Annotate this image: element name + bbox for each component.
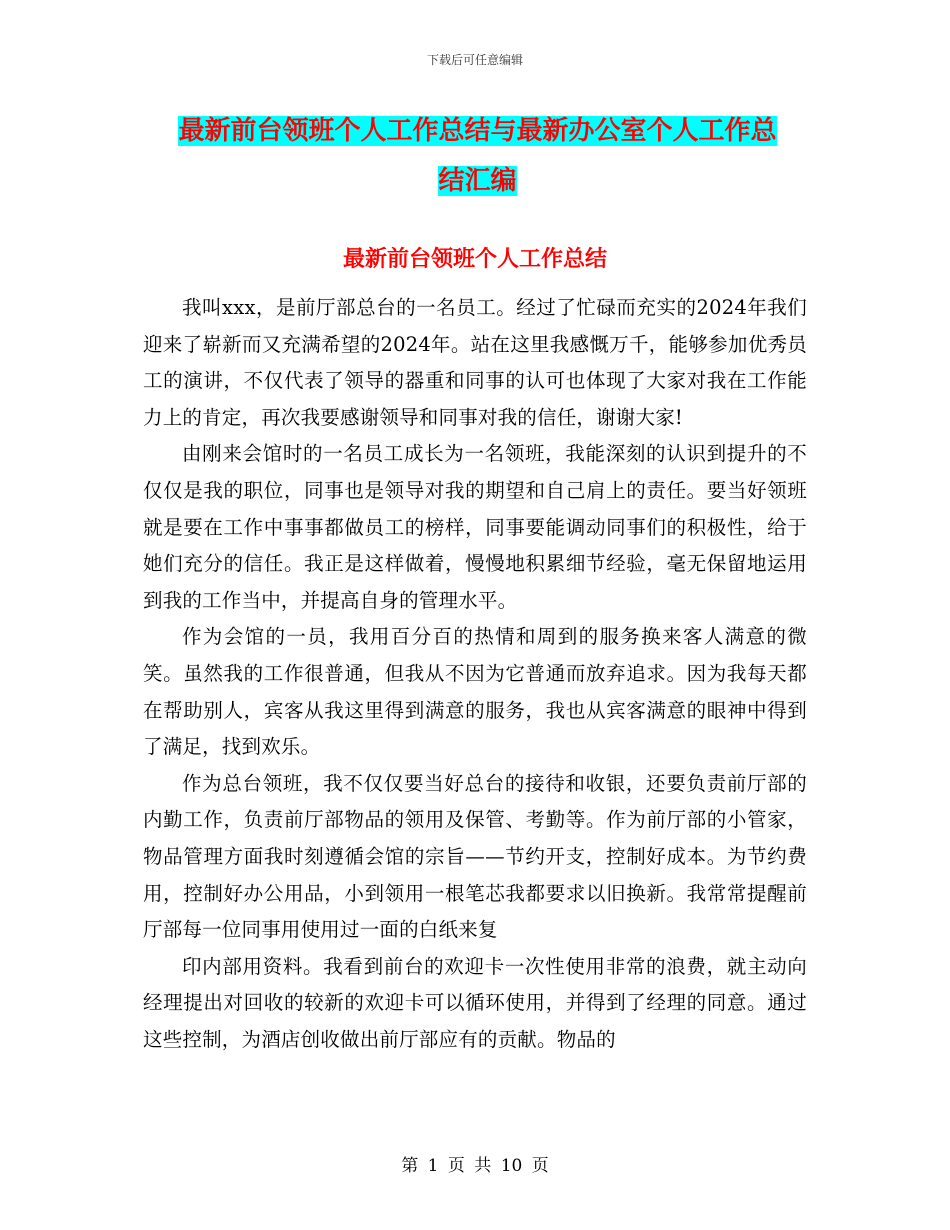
paragraph: 由刚来会馆时的一名员工成长为一名领班，我能深刻的认识到提升的不仅仅是我的职位，同事也是领导对我的期望和自己肩上的责任。要当好领班就是要在工作中事事都做员工的榜样，同事要能调动同事们的积极性，给于她们充分的信任。我正是这样做着，慢慢地积累细节经验，毫无保留地运用到我的工作当中，并提高自身的管理水平。	[143, 442, 807, 612]
section-title: 最新前台领班个人工作总结	[342, 247, 607, 272]
paragraph: 作为会馆的一员，我用百分百的热情和周到的服务换来客人满意的微笑。虽然我的工作很普通，但我从不因为它普通而放弃追求。因为我每天都在帮助别人，宾客从我这里得到满意的服务，我也从宾客满意的眼神中得到了满足，找到欢乐。	[143, 625, 807, 759]
paragraph: 我叫xxx，是前厅部总台的一名员工。经过了忙碌而充实的2024年我们迎来了崭新而又充满希望的2024年。站在这里我感慨万千，能够参加优秀员工的演讲，不仅代表了领导的器重和同事的认可也体现了大家对我在工作能力上的肯定，再次我要感谢领导和同事对我的信任，谢谢大家!	[143, 296, 807, 429]
document-title-line-1: 最新前台领班个人工作总结与最新办公室个人工作总	[178, 116, 777, 146]
paragraph: 作为总台领班，我不仅仅要当好总台的接待和收银，还要负责前厅部的内勤工作，负责前厅部物品的领用及保管、考勤等。作为前厅部的小管家，物品管理方面我时刻遵循会馆的宗旨——节约开支，控制好成本。为节约费用，控制好办公用品，小到领用一根笔芯我都要求以旧换新。我常常提醒前厅部每一位同事用使用过一面的白纸来复	[143, 771, 807, 942]
page-header: 下载后可任意编辑	[426, 53, 523, 67]
body-text	[143, 290, 807, 1058]
paragraph: 印内部用资料。我看到前台的欢迎卡一次性使用非常的浪费，就主动向经理提出对回收的较新的欢迎卡可以循环使用，并得到了经理的同意。通过这些控制，为酒店创收做出前厅部应有的贡献。物品的	[143, 954, 807, 1051]
document-title	[145, 106, 810, 206]
document-title-line-2: 结汇编	[438, 166, 517, 196]
page-number-footer: 第 1 页 共 10 页	[401, 1156, 549, 1176]
